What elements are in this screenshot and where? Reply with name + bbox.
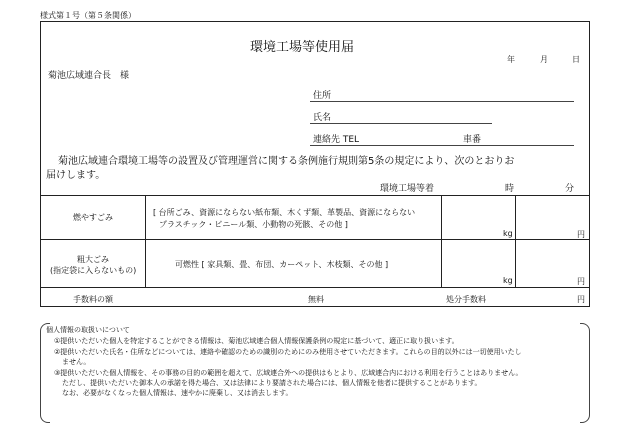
bulky-yen-unit: 円 (577, 277, 585, 286)
privacy-item-3-line3: なお、必要がなくなった個人情報は、速やかに廃棄し、又は消去します。 (62, 389, 293, 397)
contact-field[interactable] (310, 145, 574, 146)
body-text-line2: 届けします。 (46, 170, 106, 181)
car-number-label: 車番 (463, 135, 482, 145)
name-field[interactable] (310, 123, 492, 124)
privacy-bracket-left (40, 323, 50, 423)
address-field[interactable] (310, 101, 574, 102)
disposal-fee-label: 処分手数料 (446, 295, 486, 304)
date-day-label: 日 (572, 55, 580, 64)
arrival-minute-label: 分 (565, 184, 575, 194)
name-label: 氏名 (313, 113, 332, 123)
burnable-desc-line1: [ 台所ごみ、資源にならない紙布類、木くず類、革製品、資源にならない (153, 208, 416, 217)
burnable-yen-unit: 円 (577, 230, 585, 239)
arrival-hour-label: 時 (505, 184, 515, 194)
contact-tel-label: 連絡先 TEL (313, 135, 360, 145)
bulky-label-line1: 粗大ごみ (77, 255, 109, 264)
arrival-label: 環境工場等着 (380, 184, 435, 194)
privacy-item-3-line2: ただし、提供いただいた御本人の承諾を得た場合、又は法律により要請された場合には、個人情報を他者に提供することがあります。 (62, 379, 482, 387)
fee-label: 手数料の額 (73, 295, 113, 304)
burnable-kg-unit: kg (503, 229, 513, 238)
date-month-label: 月 (540, 55, 548, 64)
body-text-line1: 菊池広域連合環境工場等の設置及び管理運営に関する条例施行規則第5条の規定により、次のとおりお (58, 156, 515, 167)
table-col-divider-1 (145, 195, 146, 287)
privacy-bracket-right (580, 323, 590, 423)
fee-free-label: 無料 (308, 295, 324, 304)
date-year-label: 年 (507, 55, 515, 64)
burnable-desc-line2: プラスチック・ビニール類、小動物の死骸、その他 ] (159, 220, 348, 229)
address-label: 住所 (313, 91, 332, 101)
row-divider-2 (40, 287, 590, 288)
form-title: 環境工場等使用届 (250, 40, 355, 55)
privacy-notice (40, 323, 590, 423)
privacy-item-1: ①提供いただいた個人を特定することができる情報は、菊池広域連合個人情報保護条例の規定に基づいて、適正に取り扱います。 (54, 337, 459, 345)
privacy-item-2-line1: ②提供いただいた氏名・住所などについては、連絡や確認のための識別のためにのみ使用させていただきます。これらの目的以外には一切使用いたし (54, 348, 522, 356)
burnable-label: 燃やすごみ (73, 213, 113, 222)
table-col-divider-3 (515, 195, 516, 287)
table-col-divider-2 (441, 195, 442, 287)
bulky-kg-unit: kg (503, 276, 513, 285)
form-number: 様式第１号（第５条関係） (40, 11, 136, 20)
table-top-line (40, 195, 590, 196)
row-divider-1 (40, 239, 590, 240)
privacy-heading: 個人情報の取扱いについて (46, 326, 130, 334)
bulky-label-line2: (指定袋に入らないもの) (50, 266, 137, 275)
fee-yen-unit: 円 (577, 295, 585, 304)
bulky-desc: 可燃性 [ 家具類、畳、布団、カーペット、木枝類、その他 ] (175, 260, 389, 269)
privacy-item-2-line2: ません。 (62, 358, 91, 366)
recipient: 菊池広域連合長 様 (48, 71, 130, 81)
privacy-item-3-line1: ③提供いただいた個人情報を、その事務の目的の範囲を超えて、広域連合外への提供はもとより、広域連合内における利用を行うことはありません。 (54, 369, 523, 377)
